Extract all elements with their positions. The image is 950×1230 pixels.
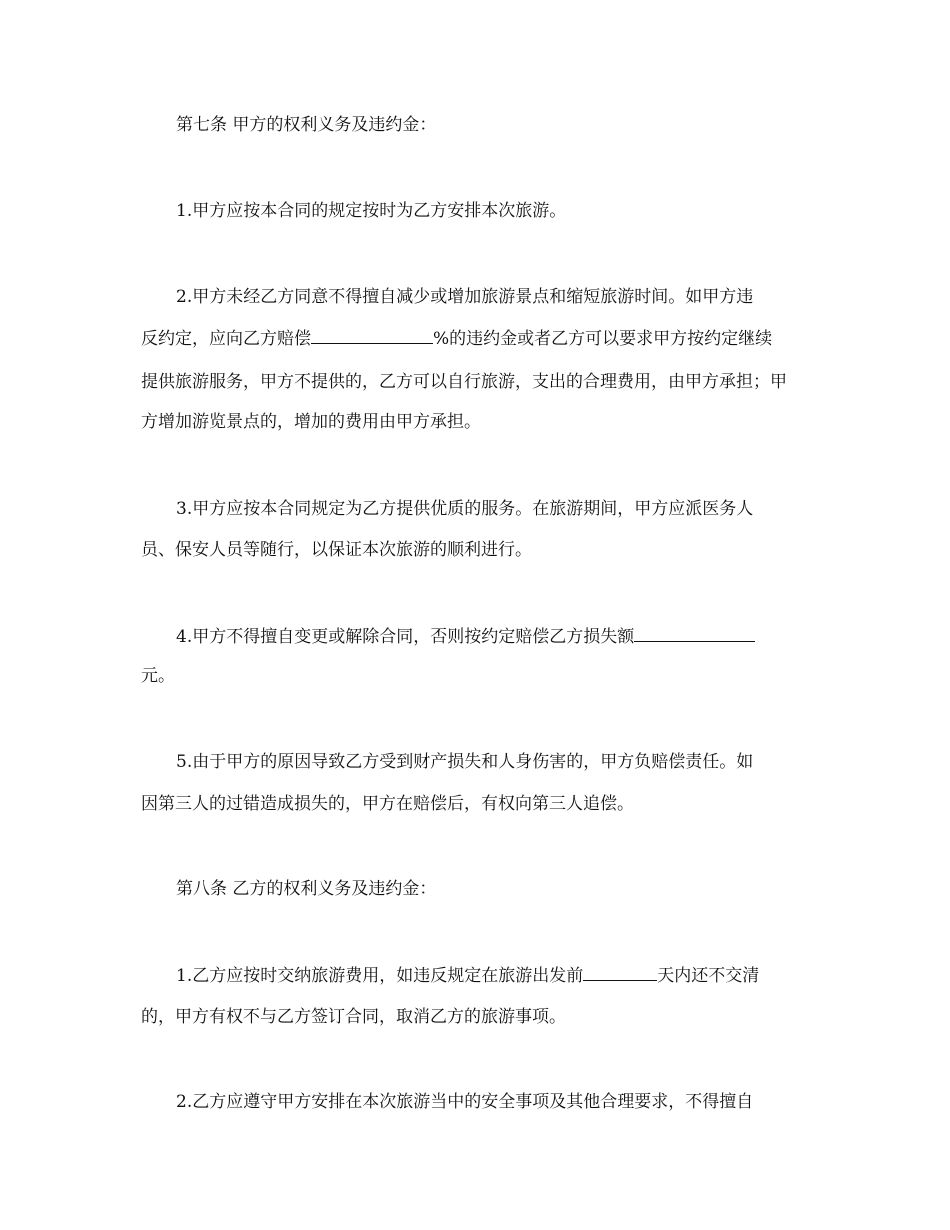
text-segment: %的违约金或者乙方可以要求甲方按约定继续 (433, 329, 773, 349)
article-7-item-2-line-4: 方增加游览景点的，增加的费用由甲方承担。 (141, 412, 481, 432)
article-7-item-2-line-2 (141, 325, 821, 351)
article-7-item-4-line-2: 元。 (141, 666, 175, 686)
text-segment: 4.甲方不得擅自变更或解除合同，否则按约定赔偿乙方损失额 (176, 627, 635, 647)
article-7-item-2-line-3: 提供旅游服务，甲方不提供的，乙方可以自行旅游，支出的合理费用，由甲方承担；甲 (141, 372, 787, 392)
article-7-item-2-line-1: 2.甲方未经乙方同意不得擅自减少或增加旅游景点和缩短旅游时间。如甲方违 (176, 287, 754, 307)
text-segment: 天内还不交清 (657, 966, 760, 986)
article-7-item-5-line-2: 因第三人的过错造成损失的，甲方在赔偿后，有权向第三人追偿。 (141, 794, 634, 814)
article-8-item-2-line-1: 2.乙方应遵守甲方安排在本次旅游当中的安全事项及其他合理要求，不得擅自 (176, 1092, 754, 1112)
penalty-percent-blank (311, 325, 433, 344)
article-7-item-4-line-1 (176, 623, 821, 649)
article-7-heading: 第七条 甲方的权利义务及违约金： (176, 115, 437, 135)
days-blank (583, 962, 657, 981)
article-8-heading: 第八条 乙方的权利义务及违约金： (176, 879, 437, 899)
article-7-item-5-line-1: 5.由于甲方的原因导致乙方受到财产损失和人身伤害的，甲方负赔偿责任。如 (176, 752, 754, 772)
article-8-item-1-line-1 (176, 962, 821, 988)
article-8-item-1-line-2: 的，甲方有权不与乙方签订合同，取消乙方的旅游事项。 (141, 1007, 566, 1027)
loss-amount-blank (634, 623, 755, 642)
text-segment: 1.乙方应按时交纳旅游费用，如违反规定在旅游出发前 (176, 966, 584, 986)
article-7-item-3-line-1: 3.甲方应按本合同规定为乙方提供优质的服务。在旅游期间，甲方应派医务人 (176, 499, 754, 519)
article-7-item-1: 1.甲方应按本合同的规定按时为乙方安排本次旅游。 (176, 201, 567, 221)
text-segment: 反约定，应向乙方赔偿 (141, 329, 311, 349)
article-7-item-3-line-2: 员、保安人员等随行，以保证本次旅游的顺利进行。 (141, 540, 532, 560)
